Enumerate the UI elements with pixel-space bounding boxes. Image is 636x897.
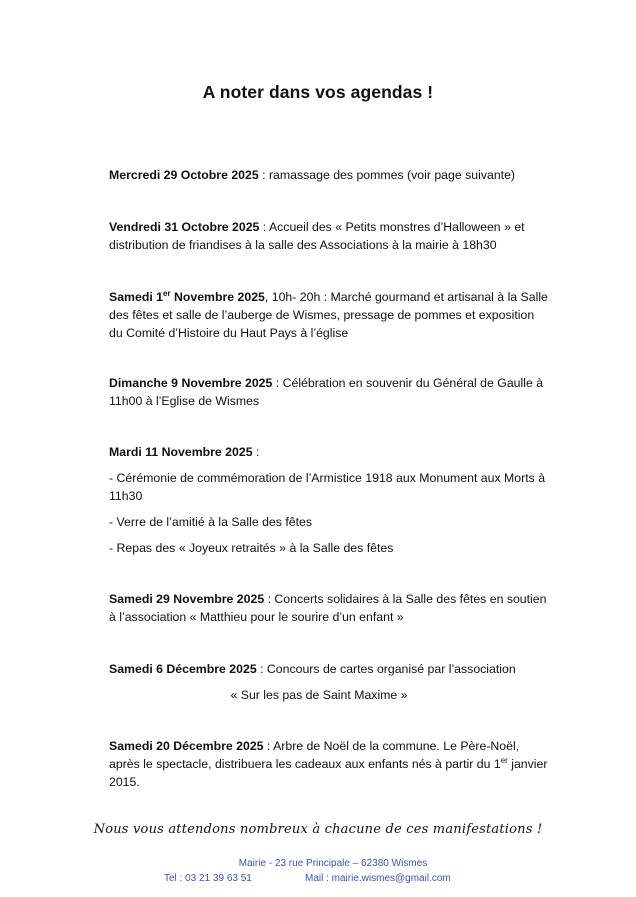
page-title: A noter dans vos agendas ! [202, 82, 434, 102]
event-subitem: - Repas des « Joyeux retraités » à la Salle des fêtes [109, 541, 394, 555]
event-item [109, 443, 549, 557]
event-date: Vendredi 31 Octobre 2025 [109, 220, 260, 234]
event-subitem: - Verre de l’amitié à la Salle des fêtes [109, 515, 313, 529]
footer-phone: Tel : 03 21 39 63 51 [164, 873, 252, 884]
event-date: Samedi 20 Décembre 2025 [109, 739, 264, 753]
footer-address: Mairie - 23 rue Principale – 62380 Wismes [238, 858, 428, 869]
event-text: : Concerts solidaires à la Salle des fêtes en soutien à l’association « Matthieu pour le sourire d’un enfant » [109, 592, 547, 624]
event-date: Mardi 11 Novembre 2025 [109, 445, 253, 459]
event-text: : Accueil des « Petits monstres d’Halloween » et distribution de friandises à la salle des Associations à la mairie à 18h30 [109, 220, 525, 252]
event-text: : Arbre de Noël de la commune. Le Père-Noël, après le spectacle, distribuera les cadeaux aux enfants nés à partir du 1 [109, 739, 520, 771]
footer-email: Mail : mairie.wismes@gmail.com [305, 873, 451, 884]
event-text-end: janvier 2015. [109, 757, 548, 789]
event-date: Dimanche 9 Novembre 2025 [109, 376, 273, 390]
event-item [109, 218, 549, 254]
event-date: Mercredi 29 Octobre 2025 [109, 168, 259, 182]
event-text: : [252, 445, 260, 459]
event-text: : Célébration en souvenir du Général de Gaulle à 11h00 à l’Eglise de Wismes [109, 376, 544, 408]
event-text: : Concours de cartes organisé par l’association [256, 662, 516, 676]
event-item [109, 288, 549, 342]
event-date: Samedi 1er Novembre 2025 [109, 288, 265, 304]
event-item [109, 166, 549, 184]
event-text: , 10h- 20h : Marché gourmand et artisanal à la Salle des fêtes et salle de l’auberge de Wismes, pressage de pommes et exposition du Comité d’Histoire du Haut Pays à l’église [109, 290, 548, 340]
event-item [109, 590, 549, 626]
closing-message: Nous vous attendons nombreux à chacune de ces manifestations ! [93, 822, 543, 837]
footer [0, 856, 636, 886]
event-item: Samedi 20 Décembre 2025 : Arbre de Noël de la commune. Le Père-Noël, après le spectacle, distribuera les cadeaux aux enfants nés à partir du 1er janvier 2015. [109, 739, 548, 789]
event-subitem: - Cérémonie de commémoration de l’Armistice 1918 aux Monument aux Morts à 11h30 [109, 471, 546, 503]
event-text: : ramassage des pommes (voir page suivante) [258, 168, 516, 182]
event-date: Samedi 29 Novembre 2025 [109, 592, 265, 606]
event-date: Samedi 6 Décembre 2025 [109, 662, 257, 676]
event-centered-line: « Sur les pas de Saint Maxime » [230, 688, 408, 702]
event-item [109, 660, 549, 704]
event-item [109, 374, 549, 410]
